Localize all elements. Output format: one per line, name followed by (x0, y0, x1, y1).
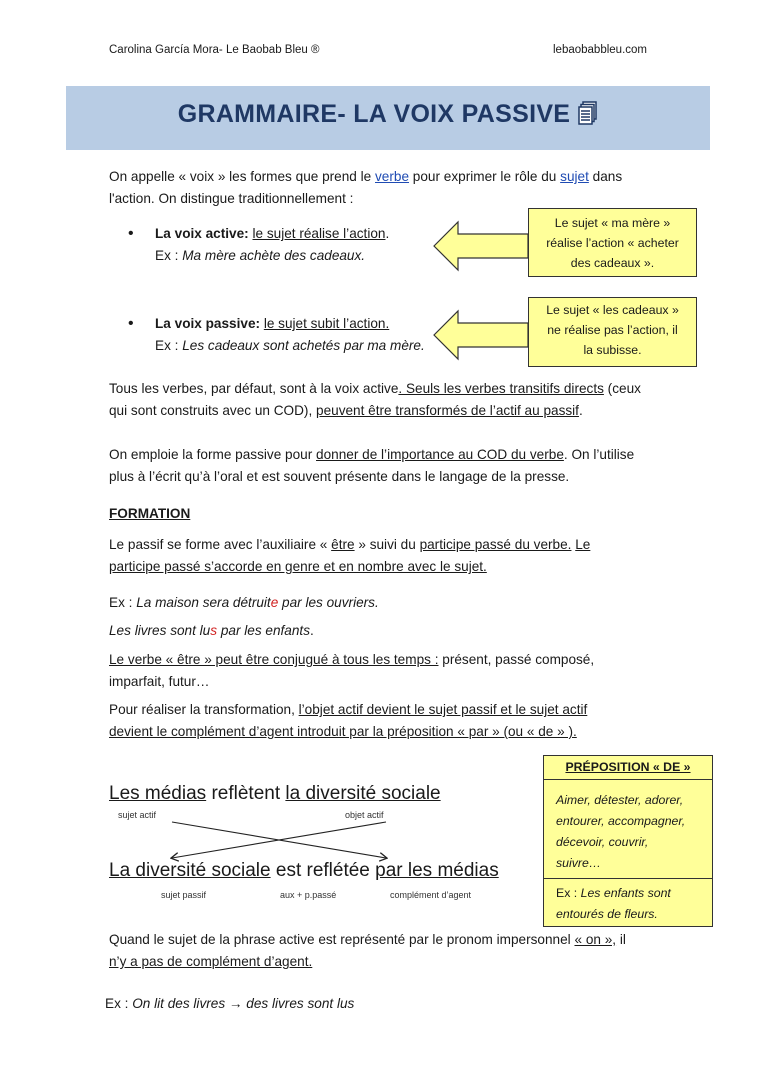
sujet-link: sujet (560, 169, 589, 184)
callout-active-line: réalise l’action « acheter (546, 236, 679, 250)
passive-voice (155, 313, 455, 357)
intro-text-1: On appelle « voix » les formes que prend le (109, 169, 375, 184)
example-text: Les livres sont lu (109, 623, 211, 638)
divider (544, 878, 712, 879)
callout-passive-line: la subisse. (583, 343, 642, 357)
example-text: par les enfants (217, 623, 310, 638)
usage-paragraph (109, 444, 679, 488)
transformation-underlined: devient le complément d’agent introduit par la préposition « par » (ou « de » ). (109, 724, 577, 739)
conjugation-paragraph (109, 649, 679, 693)
para1-text: (ceux (603, 381, 641, 396)
passive-label: La voix passive: (155, 316, 261, 331)
impersonal-paragraph (109, 929, 679, 973)
formation-heading: FORMATION (109, 506, 191, 521)
callout-passive-line: ne réalise pas l’action, il (547, 323, 678, 337)
active-ex-prefix: Ex : (155, 248, 183, 263)
formation-text: Le passif se forme avec l’auxiliaire « (109, 537, 332, 552)
active-dot: . (385, 226, 390, 241)
sentence-subject: La diversité sociale (109, 860, 271, 881)
formation-underlined: Le (575, 537, 591, 552)
sentence-object: la diversité sociale (285, 783, 441, 804)
sentence-agent: par les médias (375, 860, 499, 881)
intro-text-3: dans (588, 169, 623, 184)
para2-underlined: donner de l’importance au COD du verbe (316, 447, 564, 462)
intro-paragraph (109, 166, 669, 210)
callout-active-line: Le sujet « ma mère » (554, 216, 671, 230)
sentence-verb: reflètent (206, 783, 286, 804)
active-def: le sujet réalise l’action (252, 226, 386, 241)
right-arrow-icon: → (228, 996, 243, 1011)
label-sujet-passif: sujet passif (161, 890, 207, 900)
active-sentence (109, 783, 441, 805)
passive-def: le sujet subit l’action. (263, 316, 390, 331)
para2-text: . On l’utilise (563, 447, 635, 462)
callout-active (528, 208, 697, 277)
example-livres (109, 620, 669, 642)
divider (544, 779, 712, 780)
preposition-verbs (556, 790, 685, 874)
active-example: Ma mère achète des cadeaux. (182, 248, 366, 263)
final-text: il (616, 932, 626, 947)
transitive-paragraph (109, 378, 679, 422)
preposition-verb-line: Aimer, détester, adorer, (556, 793, 684, 807)
final-underlined: n’y a pas de complément d’agent. (109, 954, 313, 969)
conj-text: imparfait, futur… (109, 674, 210, 689)
passive-example: Les cadeaux sont achetés par ma mère. (182, 338, 425, 353)
preposition-ex-text: Les enfants sont (580, 886, 671, 900)
callout-passive-line: Le sujet « les cadeaux » (546, 303, 679, 317)
para1-underlined: . Seuls les verbes transitifs directs (398, 381, 604, 396)
formation-underlined: participe passé du verbe. (419, 537, 572, 552)
transformation-text: Pour réaliser la transformation, (109, 702, 299, 717)
documents-icon (578, 101, 598, 132)
formation-underlined: participe passé s’accorde en genre et en nombre avec le sujet. (109, 559, 487, 574)
page-title-text: GRAMMAIRE- LA VOIX PASSIVE (177, 100, 571, 128)
formation-underlined: être (331, 537, 355, 552)
header-left: Carolina García Mora- Le Baobab Bleu ® (109, 44, 320, 56)
formation-paragraph (109, 534, 679, 578)
preposition-example (556, 883, 671, 925)
passive-sentence (109, 860, 499, 882)
para2-text: On emploie la forme passive pour (109, 447, 317, 462)
formation-text: » suivi du (354, 537, 420, 552)
label-objet-actif: objet actif (345, 810, 384, 820)
preposition-verb-line: suivre… (556, 856, 602, 870)
bullet-dot: • (128, 225, 134, 242)
para1-text: qui sont construits avec un COD), (109, 403, 317, 418)
passive-ex-prefix: Ex : (155, 338, 183, 353)
agreement-letter: e (270, 595, 279, 610)
active-voice (155, 223, 455, 267)
conj-text: présent, passé composé, (438, 652, 595, 667)
para1-underlined: peuvent être transformés de l’actif au passif (316, 403, 579, 418)
last-ex-text: On lit des livres (132, 996, 229, 1011)
verbe-link: verbe (375, 169, 410, 184)
last-ex-text: des livres sont lus (242, 996, 355, 1011)
preposition-ex-prefix: Ex : (556, 886, 581, 900)
title-band (66, 86, 710, 150)
para1-text: Tous les verbes, par défaut, sont à la voix active (109, 381, 399, 396)
para2-text: plus à l’écrit qu’à l’oral et est souvent présente dans le langage de la presse. (109, 469, 570, 484)
preposition-box (543, 755, 713, 927)
preposition-ex-text: entourés de fleurs. (556, 907, 658, 921)
final-underlined: « on », (574, 932, 617, 947)
label-sujet-actif: sujet actif (118, 810, 157, 820)
left-arrow-icon (432, 218, 532, 274)
example-prefix: Ex : (109, 595, 137, 610)
preposition-verb-line: décevoir, couvrir, (556, 835, 649, 849)
example-maison (109, 592, 669, 614)
intro-text-2: pour exprimer le rôle du (409, 169, 561, 184)
label-complement: complément d’agent (390, 890, 472, 900)
crossing-arrows-icon (160, 818, 400, 864)
label-aux-ppasse: aux + p.passé (280, 890, 337, 900)
intro-text-4: l'action. On distingue traditionnellement : (109, 191, 354, 206)
bullet-dot: • (128, 315, 134, 332)
callout-active-line: des cadeaux ». (570, 256, 655, 270)
final-text: Quand le sujet de la phrase active est représenté par le pronom impersonnel (109, 932, 575, 947)
callout-passive (528, 297, 697, 367)
example-text: La maison sera détruit (136, 595, 271, 610)
sentence-verb: est reflétée (270, 860, 376, 881)
transformation-underlined: l’objet actif devient le sujet passif et le sujet actif (298, 702, 588, 717)
conj-underlined: Le verbe « être » peut être conjugué à tous les temps : (109, 652, 439, 667)
example-text: par les ouvriers. (278, 595, 379, 610)
header-right: lebaobabbleu.com (553, 44, 647, 56)
preposition-heading: PRÉPOSITION « DE » (565, 760, 691, 774)
last-example (105, 993, 665, 1015)
agreement-letter: s (210, 623, 218, 638)
preposition-verb-line: entourer, accompagner, (556, 814, 686, 828)
sentence-subject: Les médias (109, 783, 207, 804)
para1-text: . (578, 403, 583, 418)
last-ex-prefix: Ex : (105, 996, 133, 1011)
transformation-paragraph (109, 699, 679, 743)
example-text: . (310, 623, 314, 638)
active-label: La voix active: (155, 226, 249, 241)
left-arrow-icon (432, 307, 532, 363)
page-title (66, 100, 710, 132)
